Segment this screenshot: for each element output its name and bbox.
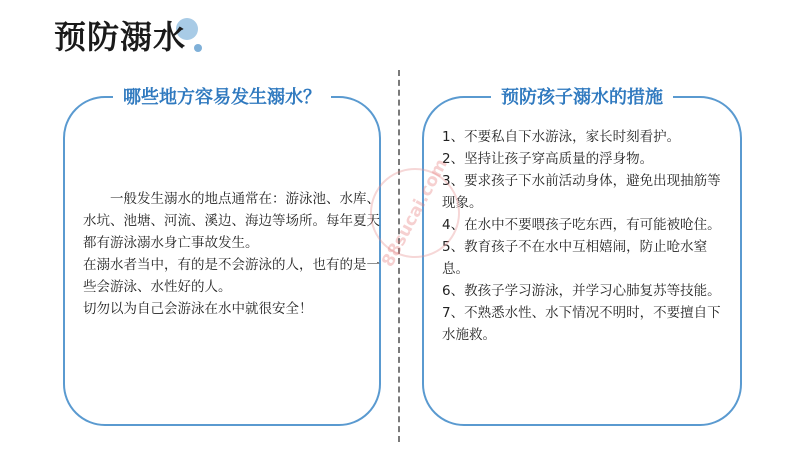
prevention-measures-heading: 预防孩子溺水的措施 (491, 87, 673, 108)
card-heading-container (65, 83, 379, 109)
prevention-measures-list (442, 126, 732, 346)
page-title: 预防溺水 (54, 18, 187, 56)
list-item: 7、不熟悉水性、水下情况不明时，不要擅自下水施救。 (442, 305, 721, 343)
risk-locations-heading: 哪些地方容易发生溺水？ (113, 87, 331, 108)
watermark-stamp: 88sucai.com (354, 152, 476, 274)
risk-locations-card (63, 87, 381, 426)
paragraph: 一般发生溺水的地点通常在：游泳池、水库、水坑、池塘、河流、溪边、海边等场所。每年夏天都有游泳溺水身亡事故发生。 (83, 191, 380, 251)
list-item: 3、要求孩子下水前活动身体，避免出现抽筋等现象。 (442, 173, 721, 211)
prevention-measures-card (422, 87, 742, 426)
card-heading-container (424, 83, 740, 109)
decorative-dot-small (194, 44, 202, 52)
paragraph: 切勿以为自己会游泳在水中就很安全！ (83, 301, 313, 317)
list-item: 2、坚持让孩子穿高质量的浮身物。 (442, 151, 654, 167)
list-item: 5、教育孩子不在水中互相嬉闹，防止呛水窒息。 (442, 239, 708, 277)
list-item: 4、在水中不要喂孩子吃东西，有可能被呛住。 (442, 217, 721, 233)
risk-locations-body (83, 188, 383, 320)
paragraph: 在溺水者当中，有的是不会游泳的人，也有的是一些会游泳、水性好的人。 (83, 257, 380, 295)
list-item: 1、不要私自下水游泳，家长时刻看护。 (442, 129, 681, 145)
list-item: 6、教孩子学习游泳，并学习心肺复苏等技能。 (442, 283, 721, 299)
